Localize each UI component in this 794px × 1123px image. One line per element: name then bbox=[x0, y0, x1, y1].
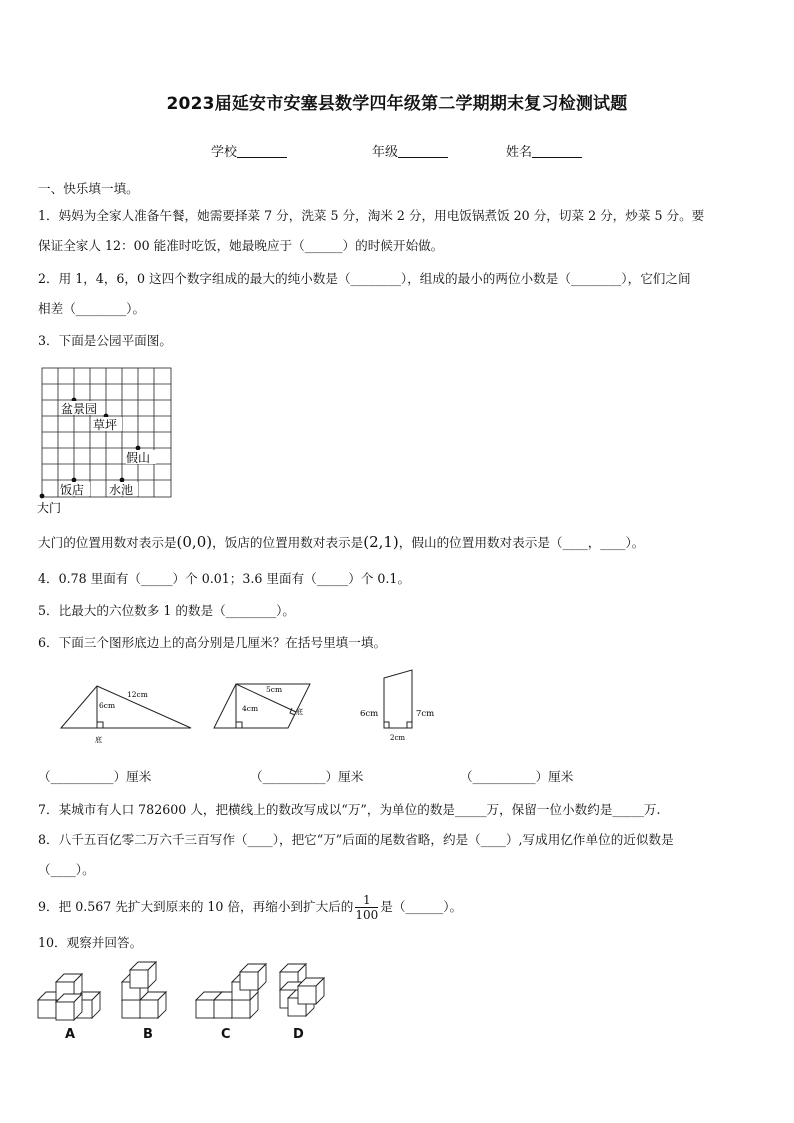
triangle-side-label: 12cm bbox=[127, 690, 148, 699]
school-blank[interactable] bbox=[237, 144, 287, 158]
question-6-answer-2: （__________）厘米 bbox=[250, 769, 364, 784]
section-heading: 一、快乐填一填。 bbox=[38, 181, 139, 196]
parallelogram-base-label: 底 bbox=[296, 708, 303, 716]
fraction: $\frac{1}{100}$ bbox=[355, 893, 379, 922]
triangle-base-label: 底 bbox=[95, 736, 102, 744]
question-1-line-2: 保证全家人 12：00 能准时吃饭，她最晚应于（______）的时候开始做。 bbox=[38, 238, 444, 253]
yunyuan-label: 盆景园 bbox=[61, 402, 98, 416]
shuichi-dot bbox=[120, 478, 125, 483]
cube-figures bbox=[36, 960, 336, 1022]
question-1-line-1: 1．妈妈为全家人准备午餐，她需要择菜 7 分，洗菜 5 分，淘米 2 分，用电饭锅煮饭 20 分，切菜 2 分，炒菜 5 分。要 bbox=[38, 208, 705, 223]
trapezoid-left-label: 6cm bbox=[360, 709, 379, 719]
parallelogram-figure bbox=[208, 680, 318, 736]
question-4: 4．0.78 里面有（_____）个 0.01；3.6 里面有（_____）个 0.1。 bbox=[38, 571, 411, 586]
map-grid bbox=[42, 368, 171, 497]
cube-figure-a bbox=[38, 974, 100, 1020]
jiashan-dot bbox=[136, 446, 141, 451]
grade-blank[interactable] bbox=[398, 144, 448, 158]
name-blank[interactable] bbox=[532, 144, 582, 158]
question-6-answer-3: （__________）厘米 bbox=[460, 769, 574, 784]
question-3-text: 3．下面是公园平面图。 bbox=[38, 333, 172, 348]
trapezoid-right-label: 7cm bbox=[416, 709, 435, 719]
question-9: 9．把 0.567 先扩大到原来的 10 倍，再缩小到扩大后的 $\frac{1}{100}$ 是（______）。 bbox=[38, 893, 463, 922]
fandian-dot bbox=[72, 478, 77, 483]
fandian-label: 饭店 bbox=[60, 483, 85, 497]
cube-figure-c bbox=[196, 964, 266, 1018]
cube-label-d: D bbox=[293, 1027, 304, 1042]
damen-dot bbox=[40, 494, 45, 499]
question-7: 7．某城市有人口 782600 人，把横线上的数改写成以“万”，为单位的数是_____万，保留一位小数约是_____万. bbox=[38, 802, 661, 817]
question-3-answer: 大门的位置用数对表示是(0,0)，饭店的位置用数对表示是(2,1)，假山的位置用数对表示是（____，____）。 bbox=[38, 533, 645, 551]
triangle-figure bbox=[55, 680, 205, 750]
cube-figure-d bbox=[280, 964, 324, 1016]
question-2-line-2: 相差（________）。 bbox=[38, 301, 146, 316]
cube-label-b: B bbox=[143, 1027, 153, 1042]
school-field: 学校 bbox=[211, 141, 287, 160]
question-5: 5．比最大的六位数多 1 的数是（________）。 bbox=[38, 603, 296, 618]
parallelogram-height-label: 4cm bbox=[242, 704, 259, 713]
cube-label-c: C bbox=[221, 1027, 231, 1042]
name-field: 姓名 bbox=[506, 141, 582, 160]
question-8-line-1: 8．八千五百亿零二万六千三百写作（____），把它“万”后面的尾数省略，约是（____）,写成用亿作单位的近似数是 bbox=[38, 832, 674, 847]
cube-label-a: A bbox=[65, 1027, 76, 1042]
cube-figure-b bbox=[122, 962, 166, 1018]
question-10-text: 10．观察并回答。 bbox=[38, 935, 143, 950]
question-2-line-1: 2．用 1，4，6，0 这四个数字组成的最大的纯小数是（________），组成的最小的两位小数是（________），它们之间 bbox=[38, 271, 691, 286]
trapezoid-figure bbox=[356, 668, 446, 744]
question-8-line-2: （____）。 bbox=[38, 862, 95, 877]
page-title: 2023届延安市安塞县数学四年级第二学期期末复习检测试题 bbox=[166, 94, 628, 114]
damen-label: 大门 bbox=[37, 501, 62, 514]
question-6-text: 6．下面三个图形底边上的高分别是几厘米？在括号里填一填。 bbox=[38, 635, 387, 650]
question-6-answer-1: （__________）厘米 bbox=[38, 769, 152, 784]
shuichi-label: 水池 bbox=[109, 483, 134, 497]
caoping-label: 草坪 bbox=[93, 418, 118, 432]
grade-field: 年级 bbox=[372, 141, 448, 160]
parallelogram-side-label: 5cm bbox=[266, 685, 283, 694]
trapezoid-bottom-label: 2cm bbox=[390, 734, 406, 742]
jiashan-label: 假山 bbox=[126, 451, 151, 465]
triangle-height-label: 6cm bbox=[99, 701, 116, 710]
park-map bbox=[36, 364, 176, 514]
